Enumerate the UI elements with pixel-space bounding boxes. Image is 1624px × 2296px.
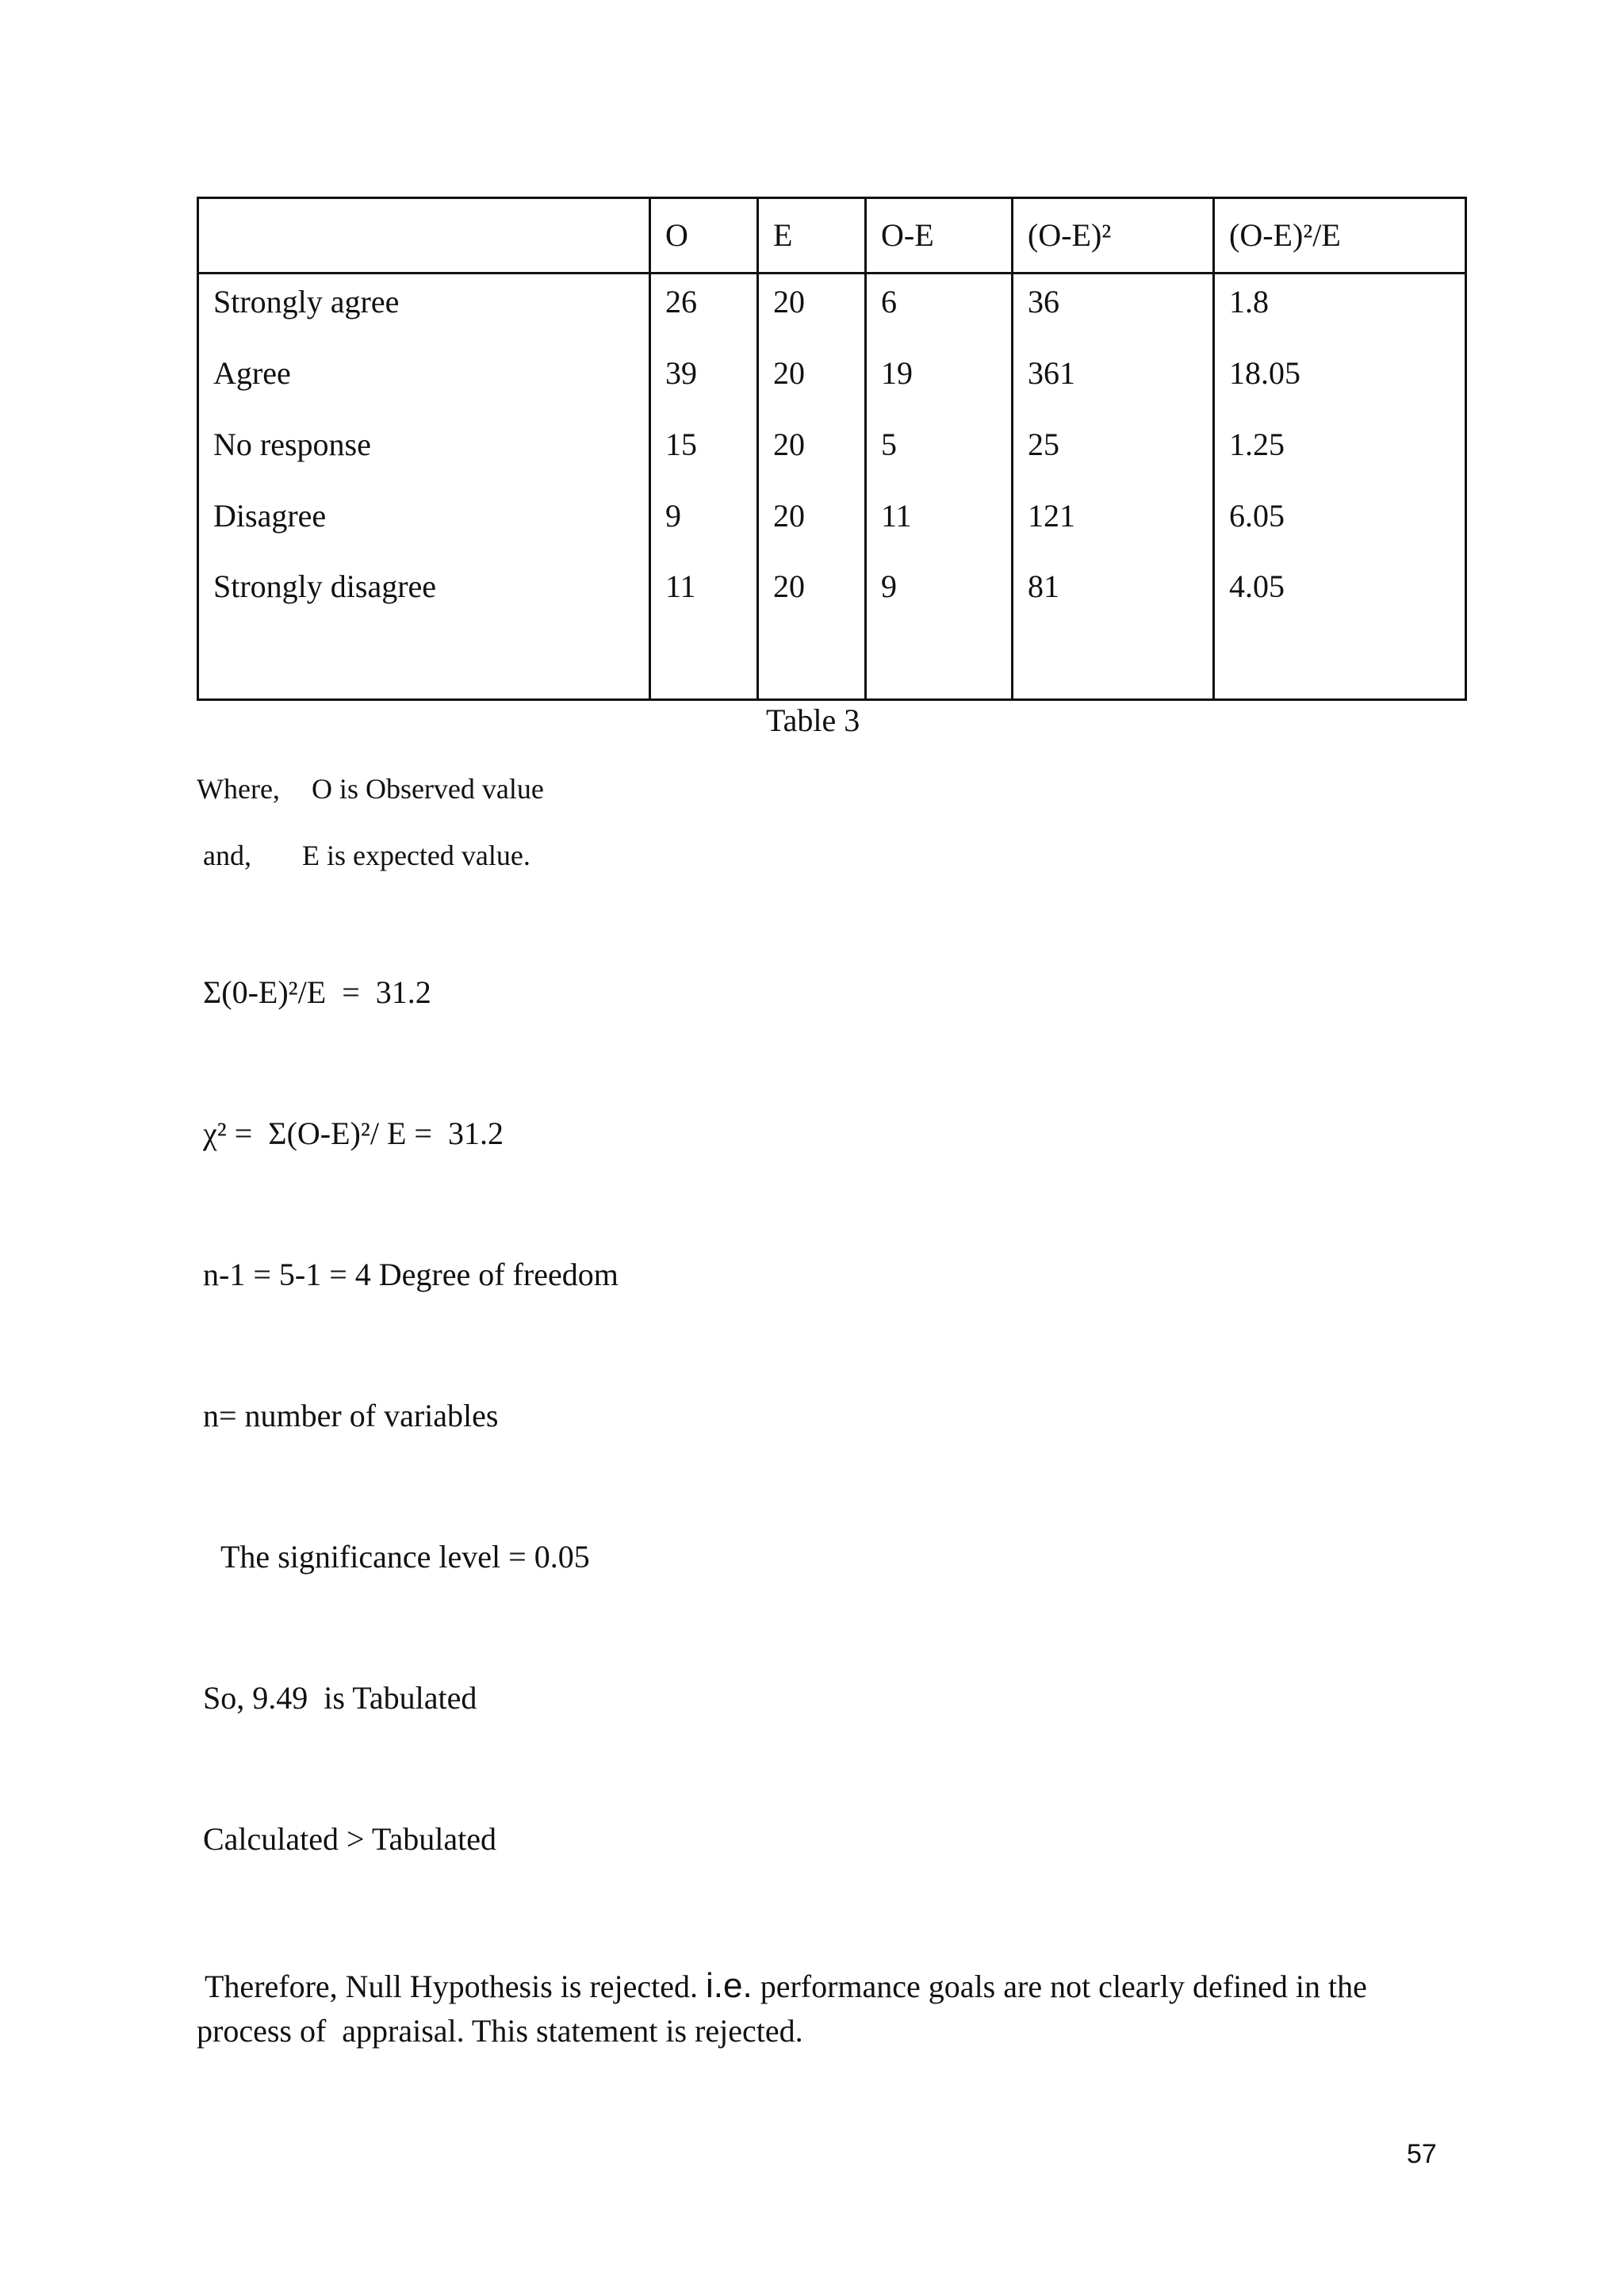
row-label: Strongly agree (198, 273, 650, 353)
table-cell: 18.05 (1214, 354, 1466, 425)
table-cell: 11 (866, 496, 1013, 568)
table-cell: 20 (758, 273, 866, 353)
table-cell: 4.05 (1214, 567, 1466, 638)
sum-equation: Σ(0-E)²/E = 31.2 (203, 974, 431, 1010)
table-cell: 20 (758, 425, 866, 496)
chi-square-equation: χ² = Σ(O-E)²/ E = 31.2 (203, 1115, 504, 1151)
row-label: No response (198, 425, 650, 496)
table-cell: 39 (650, 354, 758, 425)
conclusion-part-1: Therefore, Null Hypothesis is rejected. (205, 1969, 707, 2004)
where-text: O is Observed value (311, 773, 544, 805)
and-note (203, 839, 530, 872)
significance-level: The significance level = 0.05 (220, 1539, 590, 1575)
table-cell: 9 (650, 496, 758, 568)
table-header-row (198, 198, 1466, 274)
and-text: E is expected value. (301, 840, 530, 871)
and-label: and, (203, 840, 251, 871)
table-cell: 20 (758, 354, 866, 425)
degree-of-freedom: n-1 = 5-1 = 4 Degree of freedom (203, 1257, 619, 1292)
row-label: Strongly disagree (198, 567, 650, 638)
comparison: Calculated > Tabulated (203, 1821, 496, 1857)
table-cell: 11 (650, 567, 758, 638)
table-row (198, 567, 1466, 638)
chi-square-table (197, 197, 1467, 701)
table-cell: 81 (1013, 567, 1214, 638)
header-cell: O (650, 198, 758, 274)
table-row (198, 354, 1466, 425)
n-definition: n= number of variables (203, 1398, 499, 1433)
conclusion-part-2: performance goals are not clearly defined in the (752, 1969, 1367, 2004)
table-row (198, 425, 1466, 496)
table-caption: Table 3 (766, 702, 860, 738)
where-label: Where, (197, 773, 280, 805)
table-cell: 19 (866, 354, 1013, 425)
table-cell: 121 (1013, 496, 1214, 568)
table-cell: 20 (758, 496, 866, 568)
table-cell: 361 (1013, 354, 1214, 425)
table-cell: 6.05 (1214, 496, 1466, 568)
table-cell: 36 (1013, 273, 1214, 353)
row-label: Agree (198, 354, 650, 425)
table-row (198, 496, 1466, 568)
table-cell: 9 (866, 567, 1013, 638)
conclusion-line-2: process of appraisal. This statement is rejected. (197, 2013, 803, 2049)
where-note (197, 772, 544, 806)
table-cell: 1.25 (1214, 425, 1466, 496)
table-cell: 1.8 (1214, 273, 1466, 353)
table-row (198, 273, 1466, 353)
table-cell: 26 (650, 273, 758, 353)
table-cell: 25 (1013, 425, 1214, 496)
table-cell: 15 (650, 425, 758, 496)
ie-abbrev: i.e. (706, 1966, 753, 2005)
header-cell: O-E (866, 198, 1013, 274)
header-cell: (O-E)²/E (1214, 198, 1466, 274)
table-empty-row (198, 638, 1466, 699)
tabulated-value: So, 9.49 is Tabulated (203, 1680, 477, 1716)
header-cell: (O-E)² (1013, 198, 1214, 274)
header-cell: E (758, 198, 866, 274)
row-label: Disagree (198, 496, 650, 568)
header-cell (198, 198, 650, 274)
table-cell: 20 (758, 567, 866, 638)
table-cell: 6 (866, 273, 1013, 353)
page-number: 57 (1407, 2139, 1437, 2169)
conclusion-line-1 (205, 1966, 1367, 2006)
table-cell: 5 (866, 425, 1013, 496)
